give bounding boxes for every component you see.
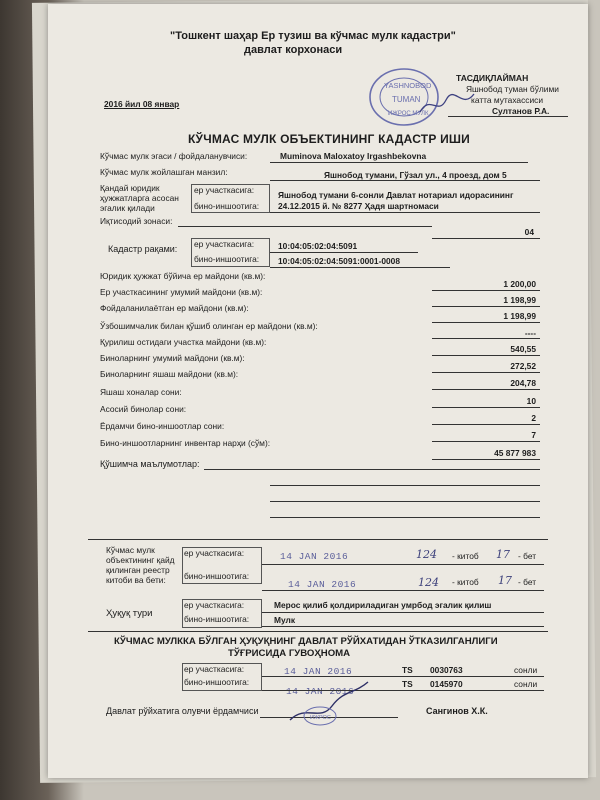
approver-signature-icon <box>418 90 478 118</box>
cadastre-no-label: Кадастр рақами: <box>108 244 178 254</box>
approve-title: ТАСДИҚЛАЙМАН <box>456 73 529 83</box>
right-type-building: Мулк <box>274 615 296 625</box>
state-reg-number-1: 0030763 <box>430 665 463 675</box>
right-type-label: Ҳуқуқ тури <box>106 608 153 619</box>
state-reg-date-stamp-2: 14 JAN 2016 <box>286 686 355 697</box>
registrar-stamp-text: ИЖРОС <box>310 715 331 721</box>
state-reg-soni-2: сонли <box>514 679 538 689</box>
area-row-value-10: 7 <box>531 430 536 440</box>
area-row-value-11: 45 877 983 <box>494 448 536 458</box>
right-type-sub1: ер участкасига: <box>184 600 245 610</box>
cadastre-no-sub2: бино-иншоотига: <box>194 254 260 264</box>
area-row-label-4: Ўзбошимчалик билан қўшиб олинган ер майдони (кв.м): <box>100 321 318 331</box>
area-row-label-1: Юридик ҳужжат бўйича ер майдони (кв.м): <box>100 271 266 281</box>
registry-bet-2: - бет <box>518 577 537 587</box>
approve-line1: Яшнобод туман бўлими <box>466 84 559 94</box>
area-row-value-6: 272,52 <box>510 361 536 371</box>
area-row-label-9: Асосий бинолар сони: <box>100 404 187 414</box>
state-reg-soni-1: сонли <box>514 665 538 675</box>
area-row-value-9: 2 <box>531 413 536 423</box>
econ-zone-value: 04 <box>524 227 534 237</box>
area-row-label-7: Биноларнинг яшаш майдони (кв.м): <box>100 369 239 379</box>
area-row-value-7: 204,78 <box>510 378 536 388</box>
org-name-line1: "Тошкент шаҳар Ер тузиш ва кўчмас мулк кадастри" <box>170 30 456 42</box>
econ-zone-label: Иқтисодий зонаси: <box>100 216 173 226</box>
rights-doc-sub2: бино-иншоотига: <box>194 201 260 211</box>
state-reg-sub2: бино-иншоотига: <box>184 677 250 687</box>
registrar-signature-icon <box>284 676 380 728</box>
seal-text-bottom: ИЖРОС МУЛК <box>388 111 429 117</box>
registry-sub2: бино-иншоотига: <box>184 571 250 581</box>
right-type-sub2: бино-иншоотига: <box>184 614 250 624</box>
right-type-land: Мерос қилиб қолдириладиган умрбод эгалик қилиш <box>274 600 492 610</box>
registry-label4: китоби ва бети: <box>106 575 166 585</box>
rights-doc-label3: эгалик қилади <box>100 203 155 213</box>
document-title: КЎЧМАС МУЛК ОБЪЕКТИНИНГ КАДАСТР ИШИ <box>188 132 470 146</box>
state-reg-ts-2: TS <box>402 679 413 689</box>
state-reg-ts-1: TS <box>402 665 413 675</box>
registrar-name: Сангинов Х.К. <box>426 706 488 716</box>
cadastre-no-sub1: ер участкасига: <box>194 239 255 249</box>
area-row-label-5: Қурилиш остидаги участка майдони (кв.м): <box>100 337 267 347</box>
registry-bet-1: - бет <box>518 551 537 561</box>
area-row-label-3: Фойдаланилаётган ер майдони (кв.м): <box>100 303 249 313</box>
registry-sub1: ер участкасига: <box>184 548 245 558</box>
registry-kitob-2: - китоб <box>452 577 479 587</box>
area-row-value-1: 1 200,00 <box>503 279 536 289</box>
state-reg-date-stamp-1: 14 JAN 2016 <box>284 666 353 677</box>
registry-label1: Кўчмас мулк <box>106 545 155 555</box>
document-date: 2016 йил 08 январ <box>104 99 180 109</box>
extra-info-label: Қўшимча маълумотлар: <box>100 459 200 469</box>
registry-label2: объектининг қайд <box>106 555 175 565</box>
registry-page-2: 17 <box>498 574 512 587</box>
area-row-label-2: Ер участкасининг умумий майдони (кв.м): <box>100 287 263 297</box>
seal-text-top: YASHNOBOD <box>384 81 432 90</box>
state-reg-heading-1: КЎЧМАС МУЛККА БЎЛГАН ҲУҚУҚНИНГ ДАВЛАТ РЎЙХАТИДАН ЎТКАЗИЛГАНЛИГИ <box>114 636 498 647</box>
area-row-value-2: 1 198,99 <box>503 295 536 305</box>
registry-page-1: 17 <box>496 548 510 561</box>
seal-text-mid: TUMAN <box>392 95 421 104</box>
cadastre-document <box>48 4 588 778</box>
rights-doc-value: Яшнобод тумани 6-сонли Давлат нотариал идорасининг 24.12.2015 й. № 8277 Ҳадя шартномаси <box>278 190 514 212</box>
state-reg-heading-2: ТЎҒРИСИДА ГУВОҲНОМА <box>228 648 351 659</box>
org-name-line2: давлат корхонаси <box>244 44 343 56</box>
registry-date-stamp-2: 14 JAN 2016 <box>288 579 357 590</box>
registry-book-2: 124 <box>418 576 439 589</box>
registry-date-stamp-1: 14 JAN 2016 <box>280 551 349 562</box>
state-reg-number-2: 0145970 <box>430 679 463 689</box>
owner-value: Muminova Maloxatoy Irgashbekovna <box>280 151 427 161</box>
address-value: Яшнобод тумани, Гўзал ул., 4 проезд, дом 5 <box>324 170 507 180</box>
area-row-label-11: Бино-иншоотларнинг инвентар нарҳи (сўм): <box>100 438 271 448</box>
approve-line2: катта мутахассиси <box>471 95 543 105</box>
area-row-value-8: 10 <box>526 396 536 406</box>
area-row-label-6: Биноларнинг умумий майдони (кв.м): <box>100 353 245 363</box>
registry-label3: қилинган реестр <box>106 565 170 575</box>
registry-book-1: 124 <box>416 548 437 561</box>
registry-kitob-1: - китоб <box>452 551 479 561</box>
area-row-value-5: 540,55 <box>510 344 536 354</box>
area-row-label-8: Яшаш хоналар сони: <box>100 387 182 397</box>
area-row-value-3: 1 198,99 <box>503 311 536 321</box>
area-row-label-10: Ёрдамчи бино-иншоотлар сони: <box>100 421 225 431</box>
approver-name: Султанов Р.А. <box>492 106 550 116</box>
registrar-label: Давлат рўйхатига олувчи ёрдамчиси <box>106 706 259 716</box>
rights-doc-label1: Қандай юридик <box>100 183 160 193</box>
rights-doc-label2: ҳужжатларга асосан <box>100 193 179 203</box>
rights-doc-sub1: ер участкасига: <box>194 185 255 195</box>
owner-label: Кўчмас мулк эгаси / фойдаланувчиси: <box>100 151 248 161</box>
area-row-value-4: ---- <box>524 328 536 338</box>
cadastre-no-land: 10:04:05:02:04:5091 <box>278 241 358 251</box>
state-reg-sub1: ер участкасига: <box>184 664 245 674</box>
cadastre-no-building: 10:04:05:02:04:5091:0001-0008 <box>278 256 400 266</box>
address-label: Кўчмас мулк жойлашган манзил: <box>100 167 228 177</box>
